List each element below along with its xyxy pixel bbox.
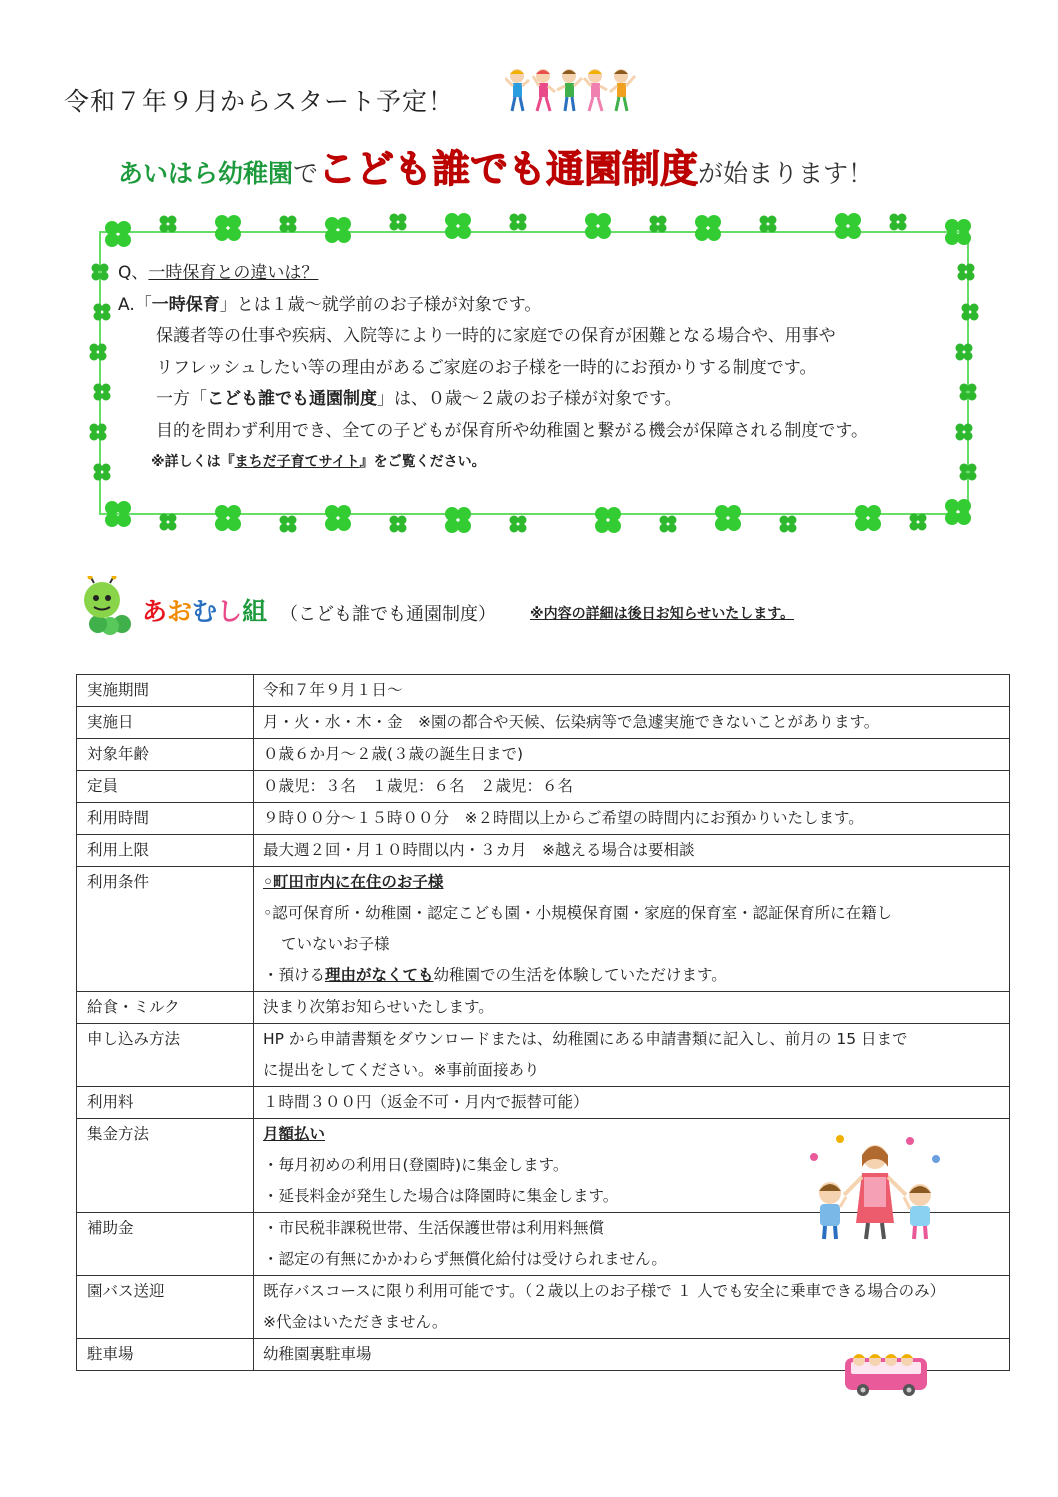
machida-site-link[interactable]: まちだ子育てサイト [234, 454, 360, 470]
table-row [77, 675, 1010, 707]
row-label: 実施日 [77, 707, 254, 739]
headline-particle: で [293, 159, 319, 188]
row-label: 利用料 [77, 1087, 254, 1119]
row-value: 既存バスコースに限り利用可能です。（２歳以上のお子様で １ 人でも安全に乗車できる場合のみ） ※代金はいただきません。 [254, 1276, 1010, 1339]
class-subtitle: （こども誰でも通園制度） [280, 604, 496, 625]
answer-detail-2: リフレッシュしたい等の理由があるご家庭のお子様を一時的にお預かりする制度です。 [156, 357, 817, 378]
table-row [77, 835, 1010, 867]
table-row [77, 1276, 1010, 1339]
row-label: 申し込み方法 [77, 1024, 254, 1087]
row-value: 月額払い ・毎月初めの利用日(登園時)に集金します。 ・延長料金が発生した場合は降園時に集金します。 [254, 1119, 1010, 1213]
row-value: ０歳６か月～２歳(３歳の誕生日まで) [254, 739, 1010, 771]
condition-residence: ◦町田市内に在住のお子様 [263, 873, 444, 891]
question-text: 一時保育との違いは？ [148, 263, 319, 283]
row-label: 園バス送迎 [77, 1276, 254, 1339]
condition-not-enrolled: ◦認可保育所・幼稚園・認定こども園・小規模保育園・家庭的保育室・認証保育所に在籍し [263, 904, 893, 922]
table-row [77, 1024, 1010, 1087]
answer-detail-4: 目的を問わず利用でき、全ての子どもが保育所や幼稚園と繋がる機会が保障される制度です。 [156, 420, 868, 441]
site-reference-note: ※詳しくは『まちだ子育てサイト』をご覧ください。 [151, 454, 486, 470]
condition-not-enrolled-cont: ていないお子様 [281, 935, 390, 953]
announcement-line: 令和７年９月からスタート予定！ [64, 87, 455, 116]
kindergarten-name: あいはら幼稚園 [118, 159, 294, 188]
row-label: 利用条件 [77, 867, 254, 992]
table-row [77, 992, 1010, 1024]
program-info-table [76, 674, 1010, 1371]
row-label: 利用上限 [77, 835, 254, 867]
row-value: 令和７年９月１日～ [254, 675, 1010, 707]
answer-line: A.「一時保育」とは１歳～就学前のお子様が対象です。 [118, 294, 542, 315]
table-row [77, 867, 1010, 992]
row-label: 対象年齢 [77, 739, 254, 771]
row-label: 給食・ミルク [77, 992, 254, 1024]
row-value [254, 867, 1010, 992]
table-row [77, 1087, 1010, 1119]
details-later-note: ※内容の詳細は後日お知らせいたします。 [530, 606, 795, 622]
question-line: Q、一時保育との違いは？ [118, 263, 319, 283]
row-value: 月・火・水・木・金 ※園の都合や天候、伝染病等で急遽実施できないことがあります。 [254, 707, 1010, 739]
headline [118, 138, 873, 193]
dancing-children-illustration [505, 66, 640, 116]
row-value: HP から申請書類をダウンロードまたは、幼稚園にある申請書類に記入し、前月の 15 日まで に提出をしてください。※事前面接あり [254, 1024, 1010, 1087]
row-value: 決まり次第お知らせいたします。 [254, 992, 1010, 1024]
row-label: 駐車場 [77, 1339, 254, 1371]
answer-detail-3: 一方「こども誰でも通園制度」は、０歳～２歳のお子様が対象です。 [156, 389, 682, 409]
qa-section [118, 258, 978, 479]
row-label: 補助金 [77, 1213, 254, 1276]
row-value: １時間３００円（返金不可・月内で振替可能） [254, 1087, 1010, 1119]
mother-with-children-illustration [800, 1133, 950, 1245]
answer-detail-1: 保護者等の仕事や疾病、入院等により一時的に家庭での保育が困難となる場合や、用事や [156, 326, 836, 346]
table-row [77, 771, 1010, 803]
caterpillar-icon [78, 576, 140, 638]
row-value: 最大週２回・月１０時間以内・３カ月 ※越える場合は要相談 [254, 835, 1010, 867]
row-value: ・市民税非課税世帯、生活保護世帯は利用料無償 ・認定の有無にかかわらず無償化給付は受けられません。 [254, 1213, 1010, 1276]
table-row [77, 707, 1010, 739]
table-row [77, 803, 1010, 835]
kindergarten-bus-illustration [843, 1346, 929, 1398]
condition-no-reason: ・預ける理由がなくても幼稚園での生活を体験していただけます。 [263, 966, 727, 984]
row-value: 幼稚園裏駐車場 [254, 1339, 1010, 1371]
table-row [77, 739, 1010, 771]
row-value: ９時００分～１５時００分 ※２時間以上からご希望の時間内にお預かりいたします。 [254, 803, 1010, 835]
row-label: 実施期間 [77, 675, 254, 707]
headline-ending: が始まります！ [698, 159, 874, 188]
row-label: 定員 [77, 771, 254, 803]
row-label: 利用時間 [77, 803, 254, 835]
monthly-payment: 月額払い [263, 1125, 326, 1143]
row-label: 集金方法 [77, 1119, 254, 1213]
class-name-aomushi: あおむし組 [142, 597, 268, 626]
row-value: ０歳児：３名 １歳児：６名 ２歳児：６名 [254, 771, 1010, 803]
program-name: こども誰でも通園制度 [318, 147, 699, 191]
answer-keyword: 一時保育 [151, 294, 220, 315]
